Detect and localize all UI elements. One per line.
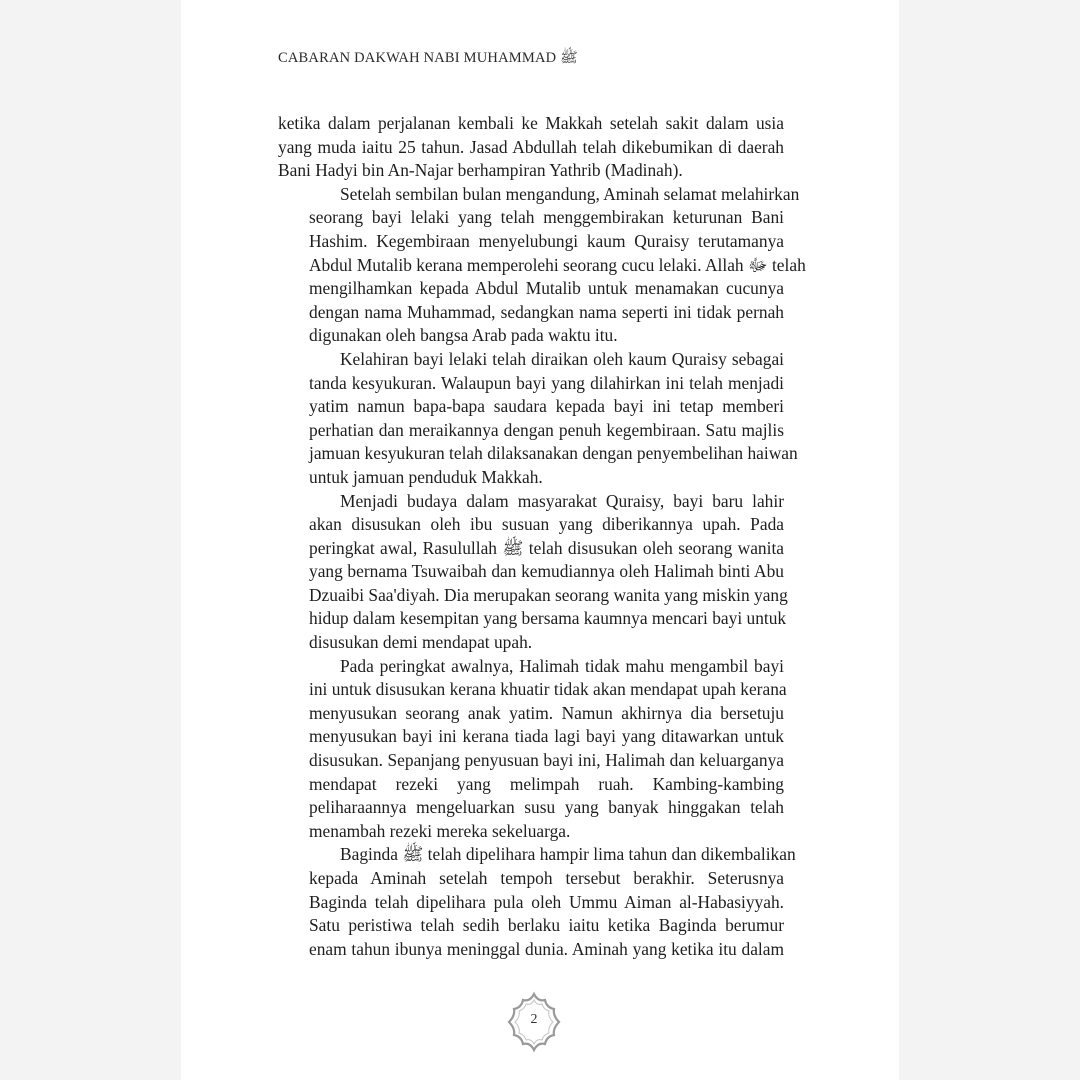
- text-line: disusukan. Sepanjang penyusuan bayi ini, Halimah dan keluarganya: [309, 750, 784, 771]
- text-line: enam tahun ibunya meninggal dunia. Aminah yang ketika itu dalam: [309, 938, 784, 959]
- paragraph: [278, 183, 806, 348]
- text-line: untuk jamuan penduduk Makkah.: [309, 466, 543, 487]
- text-line: tanda kesyukuran. Walaupun bayi yang dilahirkan ini telah menjadi: [309, 372, 784, 393]
- text-line: Baginda ﷺ telah dipelihara hampir lima tahun dan dikembalikan: [340, 844, 796, 865]
- text-line: perhatian dan meraikannya dengan penuh kegembiraan. Satu majlis: [309, 419, 784, 440]
- text-line: Hashim. Kegembiraan menyelubungi kaum Quraisy terutamanya: [309, 230, 784, 251]
- book-page: [181, 0, 899, 1080]
- text-line: yang bernama Tsuwaibah dan kemudiannya oleh Halimah binti Abu: [309, 561, 784, 582]
- page-number-ornament: [506, 992, 562, 1052]
- paragraph: [278, 348, 798, 490]
- text-line: kepada Aminah setelah tempoh tersebut berakhir. Seterusnya: [309, 868, 784, 888]
- text-line: Dzuaibi Saa'diyah. Dia merupakan seorang wanita yang miskin yang: [309, 584, 788, 605]
- text-line: ketika dalam perjalanan kembali ke Makkah setelah sakit dalam usia: [278, 113, 784, 133]
- text-line: menyusukan bayi ini kerana tiada lagi bayi yang ditawarkan untuk: [309, 726, 784, 747]
- paragraph: [278, 655, 787, 844]
- text-line: Pada peringkat awalnya, Halimah tidak mahu mengambil bayi: [340, 655, 784, 676]
- text-line: akan disusukan oleh ibu susuan yang diberikannya upah. Pada: [309, 514, 784, 535]
- page-number: 2: [530, 1012, 538, 1027]
- text-line: seorang bayi lelaki yang telah menggembirakan keturunan Bani: [309, 207, 784, 228]
- text-line: disusukan demi mendapat upah.: [309, 632, 533, 653]
- text-line: mendapat rezeki yang melimpah ruah. Kambing-kambing: [309, 773, 784, 794]
- text-line: peringkat awal, Rasulullah ﷺ telah disusukan oleh seorang wanita: [309, 537, 785, 558]
- text-line: Satu peristiwa telah sedih berlaku iaitu ketika Baginda berumur: [309, 915, 784, 936]
- text-line: yang muda iaitu 25 tahun. Jasad Abdullah telah dikebumikan di daerah: [278, 136, 784, 157]
- text-line: yatim namun bapa-bapa saudara kepada bayi ini tetap memberi: [309, 396, 784, 417]
- text-line: jamuan kesyukuran telah dilaksanakan dengan penyembelihan haiwan: [309, 443, 798, 464]
- text-line: Setelah sembilan bulan mengandung, Aminah selamat melahirkan: [340, 183, 800, 204]
- body-text: [278, 112, 806, 961]
- paragraph: [278, 490, 788, 655]
- text-line: Baginda telah dipelihara pula oleh Ummu Aiman al-Habasiyyah.: [309, 891, 784, 912]
- text-line: Abdul Mutalib kerana memperolehi seorang cucu lelaki. Allah ﷻ telah: [309, 254, 806, 275]
- text-line: ini untuk disusukan kerana khuatir tidak akan mendapat upah kerana: [309, 679, 787, 700]
- text-line: Kelahiran bayi lelaki telah diraikan oleh kaum Quraisy sebagai: [340, 348, 784, 369]
- running-head: CABARAN DAKWAH NABI MUHAMMAD ﷺ: [278, 50, 578, 66]
- text-line: menyusukan seorang anak yatim. Namun akhirnya dia bersetuju: [309, 702, 784, 723]
- paragraph: [278, 843, 796, 961]
- text-line: Menjadi budaya dalam masyarakat Quraisy, bayi baru lahir: [340, 490, 784, 511]
- text-line: peliharaannya mengeluarkan susu yang banyak hinggakan telah: [309, 797, 784, 818]
- text-line: hidup dalam kesempitan yang bersama kaumnya mencari bayi untuk: [309, 608, 787, 629]
- text-line: dengan nama Muhammad, sedangkan nama seperti ini tidak pernah: [309, 301, 784, 322]
- text-line: mengilhamkan kepada Abdul Mutalib untuk menamakan cucunya: [309, 278, 784, 299]
- paragraph: [278, 112, 784, 183]
- text-line: Bani Hadyi bin An-Najar berhampiran Yathrib (Madinah).: [278, 160, 683, 181]
- text-line: menambah rezeki mereka sekeluarga.: [309, 820, 571, 841]
- text-line: digunakan oleh bangsa Arab pada waktu itu.: [309, 325, 618, 346]
